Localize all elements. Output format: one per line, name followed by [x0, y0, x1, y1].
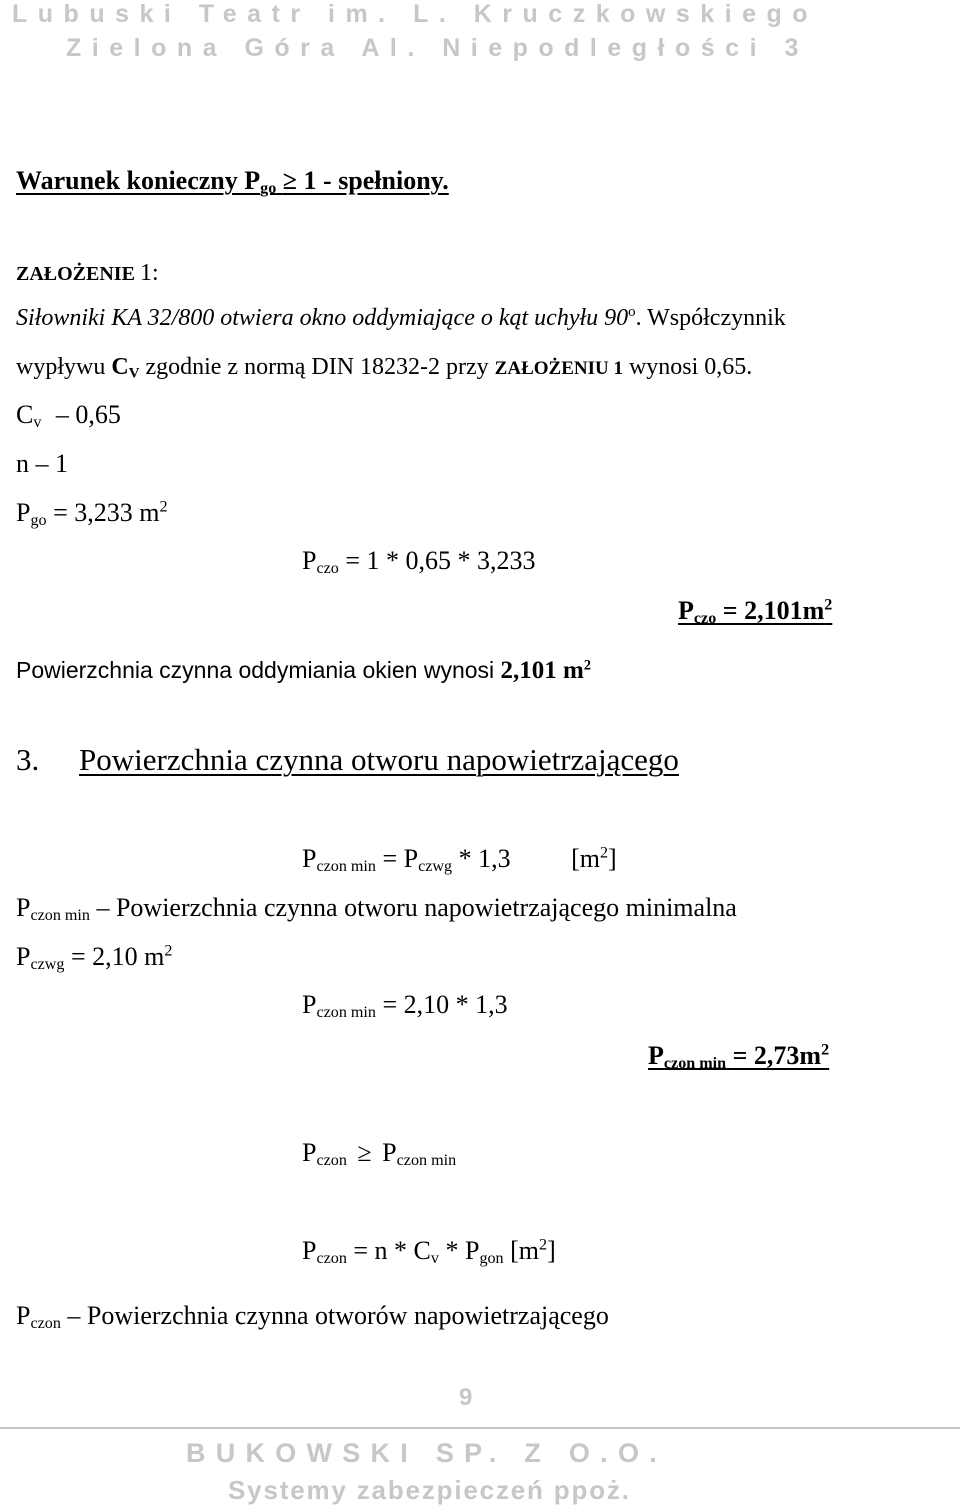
formula3-sub: czon	[316, 1250, 347, 1268]
summary1-sup: 2	[583, 657, 591, 674]
formula3	[302, 1236, 556, 1268]
inequality	[302, 1138, 457, 1170]
formula3-unit-sup: 2	[539, 1236, 548, 1254]
formula3-eq: = n * C	[353, 1236, 431, 1265]
def-cv-symbol: C	[16, 400, 34, 429]
calc1-result-symbol: P	[678, 596, 694, 625]
section-3-number: 3.	[16, 742, 40, 777]
calc2-expression: = 2,10 * 1,3	[382, 990, 508, 1019]
formula3-cv-sub: v	[430, 1250, 439, 1268]
def-pgo-sub: go	[30, 512, 47, 530]
formula2-unit-sup: 2	[599, 844, 609, 862]
calc2-symbol: P	[302, 990, 317, 1019]
calc1-sub: czo	[316, 560, 339, 578]
formula2-mult: * 1,3	[458, 844, 511, 873]
def-pgo	[16, 498, 168, 530]
calc1-result	[678, 596, 833, 628]
calc2-result-symbol: P	[648, 1041, 664, 1070]
formula2-lhs-symbol: P	[302, 844, 317, 873]
def4-symbol: P	[16, 1301, 31, 1330]
formula2-unit-open: [m	[571, 844, 600, 873]
formula2-unit-close: ]	[608, 844, 617, 873]
cv-symbol-sub: V	[128, 365, 140, 382]
page-number: 9	[459, 1384, 473, 1411]
calc2-formula	[302, 990, 508, 1022]
calc2-result-sup: 2	[821, 1041, 830, 1059]
ineq-lhs-symbol: P	[302, 1138, 317, 1167]
section-3-title: Powierzchnia czynna otworu napowietrzającego	[79, 742, 679, 777]
def-n: n – 1	[16, 449, 68, 478]
def-cv	[16, 400, 121, 432]
assumption-heading-number: 1:	[139, 260, 159, 286]
assumption-line-1	[16, 306, 786, 330]
def3-sup: 2	[164, 942, 173, 960]
formula2-lhs-sub: czon min	[316, 858, 376, 876]
ineq-lhs-sub: czon	[316, 1152, 347, 1170]
header-company-name: Lubuski Teatr im. L. Kruczkowskiego	[12, 0, 819, 28]
header-address: Zielona Góra Al. Niepodległości 3	[66, 34, 809, 62]
footer-company-name: BUKOWSKI SP. Z O.O.	[186, 1438, 667, 1468]
condition-relation: ≥	[282, 166, 298, 195]
def3-symbol: P	[16, 942, 31, 971]
cv-symbol: C	[111, 354, 129, 380]
summary-oddymianie	[16, 658, 591, 683]
formula3-symbol: P	[302, 1236, 317, 1265]
assumption-line1-italic: Siłowniki KA 32/800 otwiera okno oddymiające o kąt uchyłu 90	[16, 305, 629, 331]
calc1-expression: = 1 * 0,65 * 3,233	[345, 546, 536, 575]
def4-sub: czon	[30, 1315, 61, 1333]
formula2-unit	[571, 844, 617, 873]
formula2-eq: = P	[382, 844, 419, 873]
def-cv-sub: v	[33, 414, 42, 432]
assumption-heading-label: ZAŁOŻENIE	[16, 263, 135, 285]
assumption-line2-a: wypływu	[16, 354, 112, 380]
footer-tagline: Systemy zabezpieczeń ppoż.	[228, 1475, 631, 1505]
calc1-result-sub: czo	[693, 610, 717, 628]
condition-sub: go	[260, 180, 277, 198]
def2	[16, 893, 737, 925]
summary1-text: Powierzchnia czynna oddymiania okien wynosi	[16, 657, 501, 683]
formula3-unit-open: [m	[510, 1236, 539, 1265]
calc2-result	[648, 1041, 830, 1073]
def4-text: – Powierzchnia czynna otworów napowietrzającego	[67, 1301, 609, 1330]
calc1-formula	[302, 546, 536, 578]
def3	[16, 942, 173, 974]
def2-text: – Powierzchnia czynna otworu napowietrzającego minimalna	[96, 893, 737, 922]
degree-sup: o	[628, 304, 636, 321]
formula3-mult: * P	[445, 1236, 480, 1265]
assumption-line2-c: wynosi 0,65.	[622, 354, 753, 380]
calc1-result-sup: 2	[824, 596, 833, 614]
def2-symbol: P	[16, 893, 31, 922]
formula3-pgon-sub: gon	[479, 1250, 504, 1268]
assumption-line1-rest: . Współczynnik	[635, 305, 786, 331]
formula2	[302, 844, 617, 876]
calc1-symbol: P	[302, 546, 317, 575]
calc1-result-value: = 2,101m	[722, 596, 825, 625]
section-3-heading	[16, 742, 679, 778]
formula3-unit	[510, 1236, 556, 1265]
calc2-sub: czon min	[316, 1004, 376, 1022]
assumption-heading	[16, 260, 159, 287]
def2-sub: czon min	[30, 907, 90, 925]
condition-prefix: Warunek konieczny P	[16, 166, 261, 195]
def3-value: = 2,10 m	[70, 942, 165, 971]
def-pgo-sup: 2	[159, 498, 168, 516]
ineq-rhs-symbol: P	[382, 1138, 397, 1167]
assumption-line2-caps: ZAŁOŻENIU 1	[494, 358, 623, 379]
formula3-unit-close: ]	[547, 1236, 556, 1265]
def-cv-value: – 0,65	[55, 400, 121, 429]
def4	[16, 1301, 609, 1333]
ineq-rhs-sub: czon min	[396, 1152, 457, 1170]
def-pgo-symbol: P	[16, 498, 31, 527]
footer-divider	[0, 1427, 960, 1429]
condition-suffix: 1 - spełniony.	[303, 166, 449, 195]
def3-sub: czwg	[30, 956, 65, 974]
ineq-relation: ≥	[357, 1138, 372, 1167]
calc2-result-value: = 2,73m	[732, 1041, 822, 1070]
calc2-result-sub: czon min	[663, 1055, 727, 1073]
assumption-line-2	[16, 354, 753, 382]
formula2-rhs-sub: czwg	[418, 858, 453, 876]
def-pgo-value: = 3,233 m	[53, 498, 160, 527]
assumption-line2-b: zgodnie z normą DIN 18232-2 przy	[139, 354, 495, 380]
condition-line	[16, 166, 449, 198]
summary1-value: 2,101 m	[500, 657, 584, 684]
